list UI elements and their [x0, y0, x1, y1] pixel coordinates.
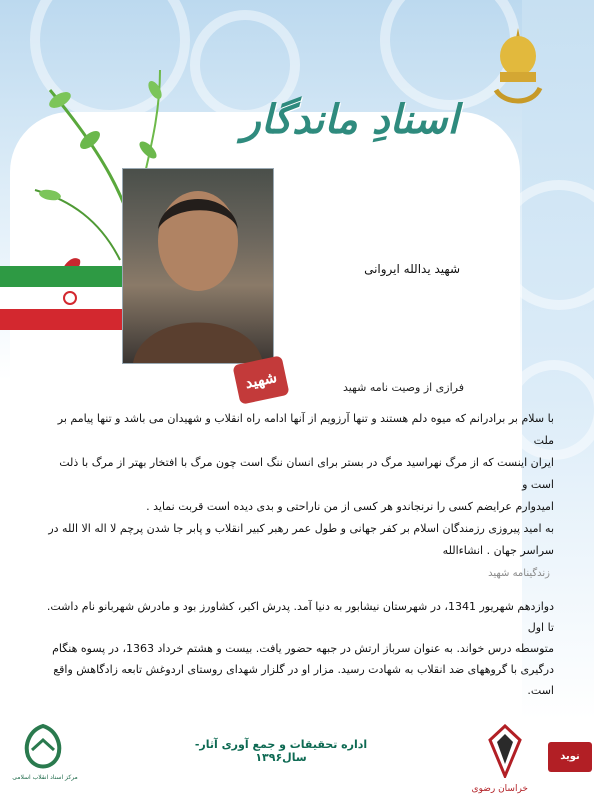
foundation-logo-icon — [486, 724, 524, 778]
martyr-name: شهید یدالله ایروانی — [364, 262, 460, 276]
will-text — [36, 408, 554, 557]
will-section-label: فرازی از وصیت نامه شهید — [342, 381, 464, 394]
biography-line: متوسطه درس خواند. به عنوان سرباز ارتش در جبهه حضور یافت. بیست و هشتم خرداد 1363، در پسوه هنگام — [52, 642, 554, 655]
logo-caption: مرکز اسناد انقلاب اسلامی — [12, 774, 78, 781]
iran-flag-icon — [0, 266, 122, 330]
footer-credit: اداره تحقیقات و جمع آوری آثار- سال۱۳۹۶ — [194, 738, 368, 764]
province-label: خراسان رضوی — [471, 784, 528, 794]
will-line: ایران اینست که از مرگ نهراسید مرگ در بستر برای انسان ننگ است چون مرگ با افتخار بهتر از مرگ با ذلت است و — [59, 456, 554, 491]
will-line: امیدوارم عرایضم کسی را نرنجاندو هر کسی از من ناراحتی و بدی دیده است قربت نماید . — [146, 500, 554, 513]
will-line: به امید پیروزی رزمندگان اسلام بر کفر جهانی و طول عمر رهبر کبیر انقلاب و پابر جا شدن پرچم لا اله الا الله در — [48, 522, 554, 535]
portrait-figure-icon — [123, 169, 273, 363]
page-title: اسنادِ ماندگار — [241, 96, 459, 143]
shrine-dome-emblem-icon — [490, 24, 546, 112]
biography-line: دوازدهم شهریور 1341، در شهرستان نیشابور به دنیا آمد. پدرش اکبر، کشاورز بود و مادرش شهربانو نام داشت. تا اول — [46, 600, 554, 634]
biography-heading: زندگینامه شهید — [488, 568, 550, 579]
will-line: با سلام بر برادرانم که میوه دلم هستند و تنها آرزویم از آنها ادامه راه انقلاب و شهیدان می باشد و تنها پیامم بر ملت — [57, 412, 554, 447]
biography-text — [40, 596, 554, 697]
martyr-portrait — [122, 168, 274, 364]
brand-badge: نوید شاهد — [548, 742, 592, 772]
martyr-badge: شهید — [232, 355, 289, 405]
will-line: سراسر جهان . انشاءالله — [442, 544, 554, 557]
biography-line: درگیری با گروههای ضد انقلاب به شهادت رسید. مزار او در گلزار شهدای روستای اردوغش تابعه زادگاهش واقع است. — [53, 663, 554, 697]
